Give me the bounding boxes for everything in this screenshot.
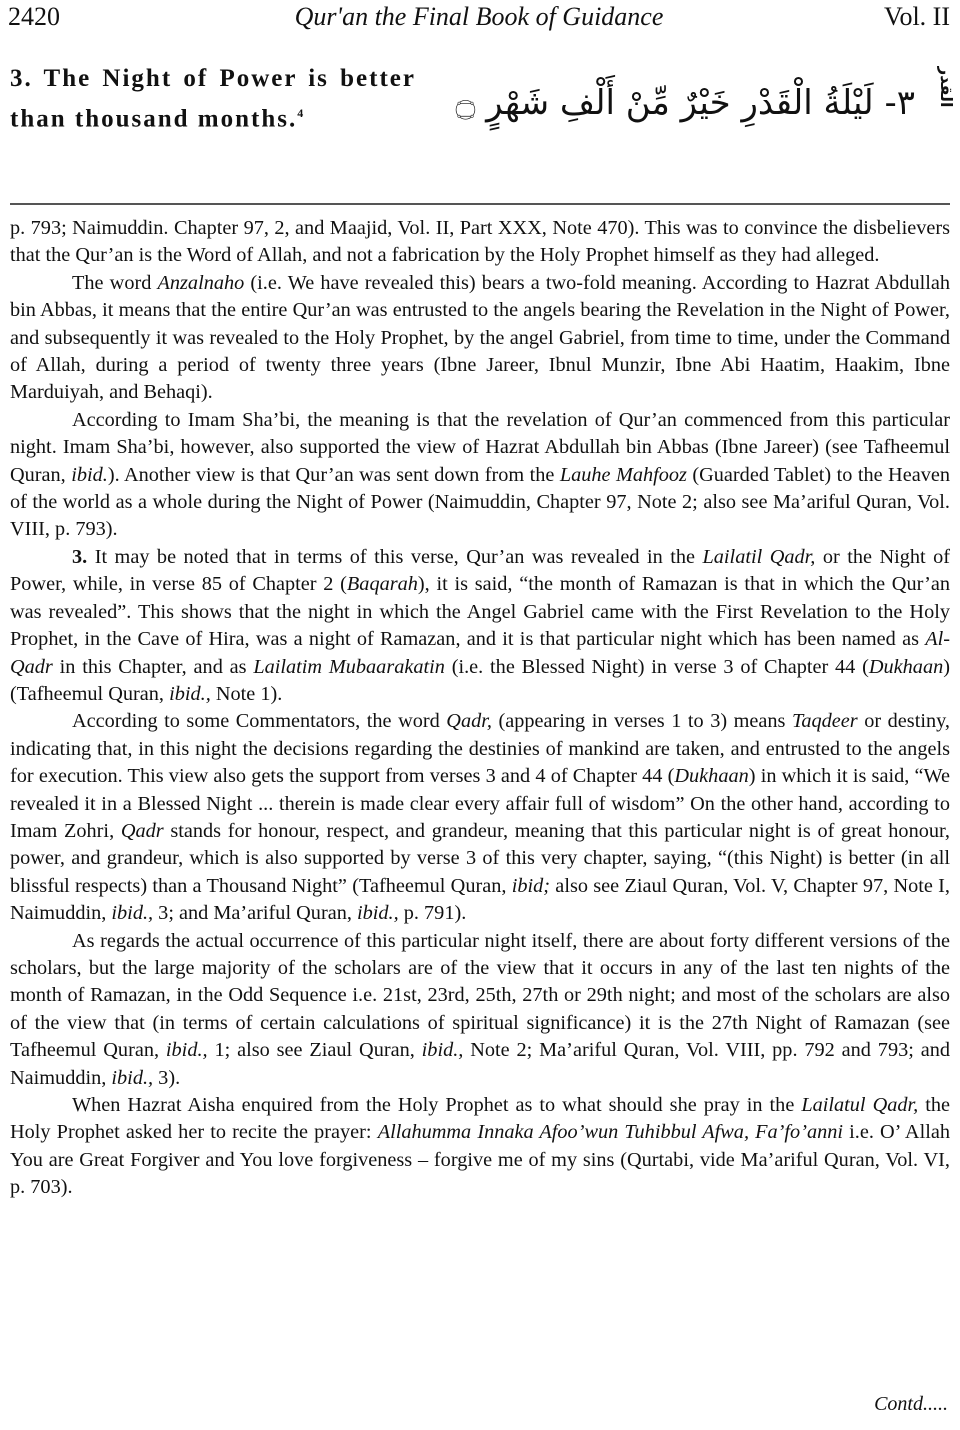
- text-run: Note 2; Ma’ariful Quran, Vol. VIII, pp. 792 and 793; and Naimuddin,: [10, 1039, 951, 1089]
- text-run: It may be noted that in terms of this verse, Qur’an was revealed in the: [87, 545, 703, 568]
- verse-arabic: ٣- لَيْلَةُ الْقَدْرِ خَيْرٌ مِّنْ أَلْفِ شَهْرٍ ۝: [455, 83, 915, 123]
- text-run: 3).: [153, 1066, 181, 1089]
- text-run: ) in which it is said, “We revealed it in a Blessed Night ... therein is made clear every affair full of wisdom” On the other hand, according to Imam Zohri,: [10, 765, 951, 842]
- italic-term: Allahumma Innaka Afoo’wun Tuhibbul Afwa, Fa’fo’anni: [377, 1121, 844, 1144]
- running-header: [8, 2, 950, 36]
- italic-term: Qadr: [120, 819, 164, 842]
- commentary-paragraph: [10, 215, 950, 270]
- commentary-paragraph: [10, 708, 950, 927]
- italic-term: Dukhaan: [868, 655, 944, 678]
- book-title: Qur'an the Final Book of Guidance: [294, 2, 664, 31]
- text-run: According to Imam Sha’bi, the meaning is that the revelation of Qur’an commenced from this particular night. Imam Sha’bi, however, also supported the view of Hazrat Abdullah bin Abbas (Ibne Jareer) (see Tafheemul Quran,: [10, 408, 950, 486]
- text-run: When Hazrat Aisha enquired from the Holy Prophet as to what should she pray in the: [72, 1094, 802, 1116]
- divider: [10, 203, 950, 205]
- footnote-marker: 4: [297, 106, 304, 120]
- italic-term: ibid.,: [169, 682, 211, 705]
- text-run: (i.e. We have revealed this) bears a two-fold meaning. According to Hazrat Abdullah bin Abbas, it means that the entire Qur’an was entrusted to the angels bearing the Revelation in the Night of Power, and subsequently it was revealed to the Holy Prophet, by the angel Gabriel, from time to time, under the Command of Allah, during a period of twenty three years (Ibne Jareer, Ibnul Munzir, Ibne Abi Haatim, Haakim, Ibne Marduiyah, and Behaqi).: [10, 271, 950, 404]
- text-run: According to some Commentators, the word: [72, 710, 447, 733]
- text-run: (appearing in verses 1 to 3) means: [491, 710, 792, 733]
- italic-term: ibid.,: [111, 902, 154, 925]
- text-run: 3; and Ma’ariful Quran,: [153, 902, 357, 925]
- continued-note: Contd.....: [874, 1393, 948, 1415]
- italic-term: Taqdeer: [791, 710, 858, 733]
- commentary-paragraph: [10, 1092, 950, 1202]
- text-run: The word: [72, 271, 158, 294]
- verse-text: 3. The Night of Power is better than thousand months.: [10, 65, 416, 133]
- text-run: p. 791).: [398, 902, 467, 925]
- commentary-paragraph: [10, 928, 950, 1092]
- text-run: in this Chapter, and as: [52, 655, 254, 678]
- commentary-body: [10, 215, 950, 1202]
- italic-term: Lailatil Qadr,: [702, 545, 816, 568]
- italic-term: ibid.: [71, 463, 108, 486]
- italic-term: Dukhaan: [674, 765, 749, 788]
- text-run: 1; also see Ziaul Quran,: [207, 1039, 422, 1062]
- italic-term: Qadr,: [446, 710, 492, 733]
- italic-term: ibid.,: [165, 1039, 208, 1062]
- italic-term: Lailatul Qadr,: [801, 1094, 919, 1116]
- verse-translation: [10, 62, 416, 136]
- italic-term: Baqarah: [346, 573, 418, 596]
- page-number: 2420: [8, 2, 60, 31]
- text-run: the Holy Prophet asked her to recite the prayer:: [10, 1094, 950, 1144]
- italic-term: Anzalnaho: [157, 271, 245, 294]
- italic-term: ibid;: [511, 874, 551, 897]
- italic-term: Al-Qadr: [10, 628, 950, 678]
- text-run: Note 1).: [210, 682, 283, 705]
- text-run: i.e. O’ Allah You are Great Forgiver and You love forgiveness – forgive me of my sins (Qurtabi, vide Ma’ariful Quran, Vol. VI, p. 703).: [10, 1121, 950, 1199]
- text-run: also see Ziaul Quran, Vol. V, Chapter 97, Note I, Naimuddin,: [10, 874, 951, 925]
- text-run: (Guarded Tablet) to the Heaven of the world as a whole during the Night of Power (Naimuddin, Chapter 97, Note 2; also see Ma’ariful Quran, Vol. VIII, p. 793).: [10, 463, 950, 541]
- commentary-paragraph: [10, 270, 950, 407]
- italic-term: Lailatim Mubaarakatin: [253, 655, 445, 678]
- text-run: ) (Tafheemul Quran,: [10, 655, 950, 705]
- text-run: (i.e. the Blessed Night) in verse 3 of Chapter 44 (: [444, 655, 869, 678]
- text-run: or the Night of Power, while, in verse 85 of Chapter 2 (: [10, 545, 950, 596]
- italic-term: Lauhe Mahfooz: [559, 463, 687, 486]
- text-run: ). Another view is that Qur’an was sent down from the: [107, 463, 560, 486]
- text-run: As regards the actual occurrence of this particular night itself, there are about forty different versions of the scholars, but the large majority of the scholars are of the view that it occurs in any of the last ten nights of the month of Ramazan, in the Odd Sequence i.e. 21st, 23rd, 25th, 27th or 29th night; and most of the scholars are also of the view that (in terms of certain calculations of spiritual significance) it is the 27th Night of Ramazan (see Tafheemul Quran,: [10, 929, 950, 1062]
- note-number: 3.: [72, 545, 88, 568]
- italic-term: ibid.,: [111, 1066, 154, 1089]
- text-run: ), it is said, “the month of Ramazan is that in which the Qur’an was revealed”. This shows that the night in which the Angel Gabriel came with the First Revelation to the Holy Prophet, in the Cave of Hira, was a night of Ramazan, and it is that particular night which has been named as: [10, 573, 951, 651]
- text-run: stands for honour, respect, and grandeur, meaning that this particular night is of great honour, power, and grandeur, which is also supported by verse 3 of this very chapter, saying, “(this Night) is better (in all blissful respects) than a Thousand Night” (Tafheemul Quran,: [10, 819, 951, 897]
- text-run: or destiny, indicating that, in this night the decisions regarding the destinies of mankind are taken, and entrusted to the angels for execution. This view also gets the support from verses 3 and 4 of Chapter 44 (: [10, 710, 951, 788]
- italic-term: ibid.,: [421, 1039, 464, 1062]
- text-run: p. 793; Naimuddin. Chapter 97, 2, and Maajid, Vol. II, Part XXX, Note 470). This was to convince the disbelievers that the Qur’an is the Word of Allah, and not a fabrication by the Holy Prophet himself as they had alleged.: [10, 217, 950, 267]
- commentary-paragraph: [10, 407, 950, 544]
- volume-label: Vol. II: [884, 2, 950, 31]
- commentary-paragraph: [10, 544, 950, 708]
- surah-side-label: القدر: [937, 66, 956, 108]
- italic-term: ibid.,: [356, 902, 399, 925]
